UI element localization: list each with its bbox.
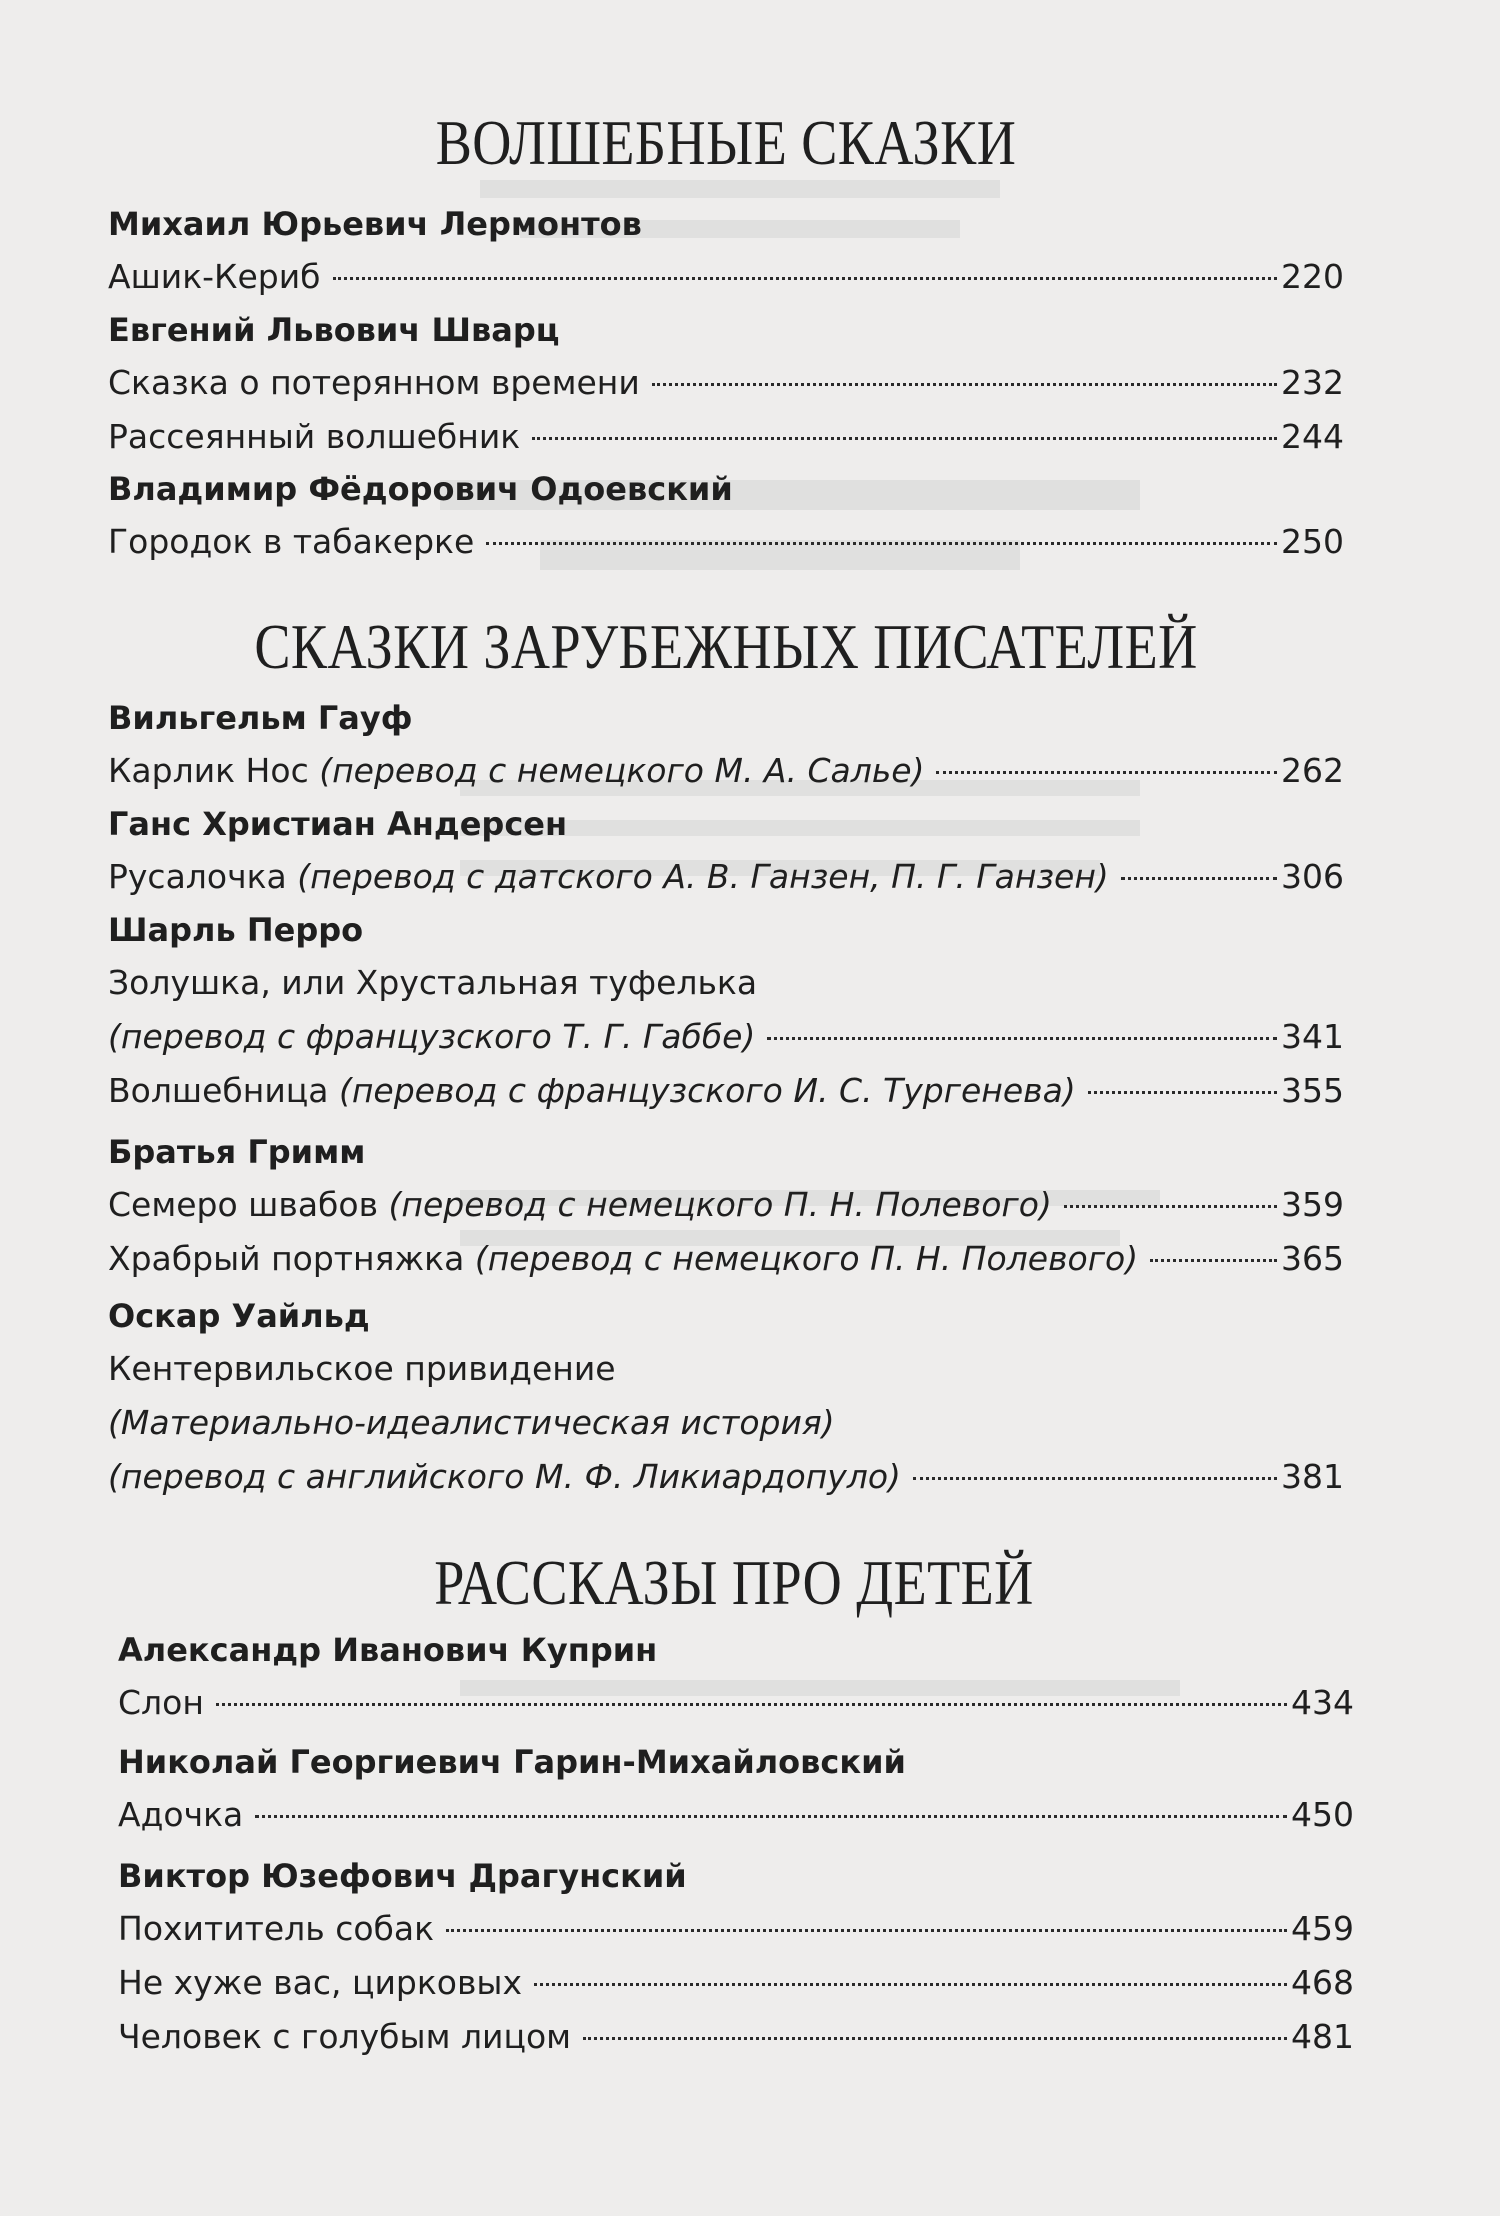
page-number: 468 — [1291, 1963, 1354, 2002]
author-block-grimm — [108, 1126, 1344, 1286]
toc-entry[interactable] — [118, 1676, 1354, 1730]
dot-leader — [532, 437, 1277, 440]
page-number: 434 — [1291, 1683, 1354, 1722]
work-translation: (перевод с французского И. С. Тургенева) — [338, 1071, 1076, 1110]
dot-leader — [583, 2037, 1287, 2040]
toc-entry[interactable] — [108, 356, 1344, 410]
author-block-kuprin — [118, 1624, 1354, 1730]
author-name: Шарль Перро — [108, 911, 364, 949]
section-magic-tales — [108, 108, 1344, 178]
work-translation: (перевод с французского Т. Г. Габбе) — [108, 1017, 756, 1056]
author-block-odoevsky — [108, 463, 1344, 569]
work-title[interactable]: Золушка, или Хрустальная туфелька — [108, 963, 758, 1002]
toc-entry[interactable] — [108, 1450, 1344, 1504]
toc-entry[interactable] — [108, 744, 1344, 798]
author-block-shvarts — [108, 304, 1344, 464]
dot-leader — [486, 542, 1277, 545]
dot-leader — [936, 771, 1277, 774]
work-title: Городок в табакерке — [108, 522, 475, 561]
page-number: 244 — [1281, 417, 1344, 456]
toc-entry[interactable] — [108, 1010, 1344, 1064]
work-translation: (перевод с английского М. Ф. Ликиардопуло) — [108, 1457, 901, 1496]
dot-leader — [1088, 1091, 1277, 1094]
work-title: Слон — [118, 1683, 204, 1722]
work-translation: (перевод с немецкого П. Н. Полевого) — [474, 1239, 1139, 1278]
page-number: 365 — [1281, 1239, 1344, 1278]
toc-entry[interactable] — [108, 1232, 1344, 1286]
page-number: 481 — [1291, 2017, 1354, 2056]
work-translation: (перевод с немецкого П. Н. Полевого) — [388, 1185, 1052, 1224]
work-title[interactable]: Кентервильское привидение — [108, 1349, 616, 1388]
author-name: Александр Иванович Куприн — [118, 1631, 658, 1669]
toc-entry[interactable] — [108, 410, 1344, 464]
dot-leader — [216, 1703, 1287, 1706]
author-name: Николай Георгиевич Гарин-Михайловский — [118, 1743, 906, 1781]
page-number: 306 — [1281, 857, 1344, 896]
page-number: 232 — [1281, 363, 1344, 402]
author-block-hauff — [108, 692, 1344, 798]
author-name: Владимир Фёдорович Одоевский — [108, 470, 733, 508]
toc-entry[interactable] — [118, 1956, 1354, 2010]
work-title: Русалочка — [108, 857, 287, 896]
work-title: Семеро швабов — [108, 1185, 379, 1224]
section-title: СКАЗКИ ЗАРУБЕЖНЫХ ПИСАТЕЛЕЙ — [254, 612, 1198, 682]
toc-entry[interactable] — [118, 1902, 1354, 1956]
author-block-dragunsky — [118, 1850, 1354, 2064]
dot-leader — [534, 1983, 1287, 1986]
page-number: 341 — [1281, 1017, 1344, 1056]
section-stories-about-children — [116, 1548, 1352, 1618]
toc-entry[interactable] — [108, 1064, 1344, 1118]
toc-entry[interactable] — [108, 250, 1344, 304]
author-block-garin-mikhailovsky — [118, 1736, 1354, 1842]
author-name: Виктор Юзефович Драгунский — [118, 1857, 687, 1895]
page-number: 355 — [1281, 1071, 1344, 1110]
author-name: Михаил Юрьевич Лермонтов — [108, 205, 642, 243]
author-block-lermontov — [108, 198, 1344, 304]
dot-leader — [652, 383, 1277, 386]
dot-leader — [913, 1477, 1277, 1480]
author-name: Ганс Христиан Андерсен — [108, 805, 568, 843]
author-name: Оскар Уайльд — [108, 1297, 370, 1335]
work-title: Волшебница — [108, 1071, 329, 1110]
section-title: ВОЛШЕБНЫЕ СКАЗКИ — [435, 108, 1017, 178]
dot-leader — [333, 277, 1277, 280]
page-number: 450 — [1291, 1795, 1354, 1834]
work-translation: (перевод с немецкого М. А. Салье) — [319, 751, 925, 790]
section-title: РАССКАЗЫ ПРО ДЕТЕЙ — [434, 1548, 1034, 1618]
page-number: 250 — [1281, 522, 1344, 561]
page-number: 262 — [1281, 751, 1344, 790]
work-translation: (перевод с датского А. В. Ганзен, П. Г. Ганзен) — [297, 857, 1109, 896]
work-title: Похититель собак — [118, 1909, 435, 1948]
work-title: Человек с голубым лицом — [118, 2017, 572, 2056]
toc-entry[interactable] — [118, 1788, 1354, 1842]
toc-entry[interactable] — [118, 2010, 1354, 2064]
author-block-wilde — [108, 1290, 1344, 1504]
page-number: 459 — [1291, 1909, 1354, 1948]
dot-leader — [255, 1815, 1287, 1818]
author-block-andersen — [108, 798, 1344, 904]
work-title: Карлик Нос — [108, 751, 309, 790]
work-title: Не хуже вас, цирковых — [118, 1963, 522, 2002]
author-name: Братья Гримм — [108, 1133, 366, 1171]
page-number: 381 — [1281, 1457, 1344, 1496]
work-title: Адочка — [118, 1795, 244, 1834]
toc-entry[interactable] — [108, 1178, 1344, 1232]
page-number: 359 — [1281, 1185, 1344, 1224]
work-title: Рассеянный волшебник — [108, 417, 521, 456]
toc-entry[interactable] — [108, 850, 1344, 904]
dot-leader — [446, 1929, 1287, 1932]
author-name: Евгений Львович Шварц — [108, 311, 560, 349]
author-name: Вильгельм Гауф — [108, 699, 413, 737]
dot-leader — [1150, 1259, 1277, 1262]
section-foreign-tales — [108, 612, 1344, 682]
dot-leader — [767, 1037, 1277, 1040]
work-subtitle: (Материально-идеалистическая история) — [108, 1403, 835, 1442]
work-title: Сказка о потерянном времени — [108, 363, 640, 402]
page-number: 220 — [1281, 257, 1344, 296]
toc-entry[interactable] — [108, 515, 1344, 569]
work-title: Храбрый портняжка — [108, 1239, 465, 1278]
dot-leader — [1064, 1205, 1277, 1208]
work-title: Ашик-Кериб — [108, 257, 321, 296]
dot-leader — [1121, 877, 1277, 880]
author-block-perrault — [108, 904, 1344, 1118]
